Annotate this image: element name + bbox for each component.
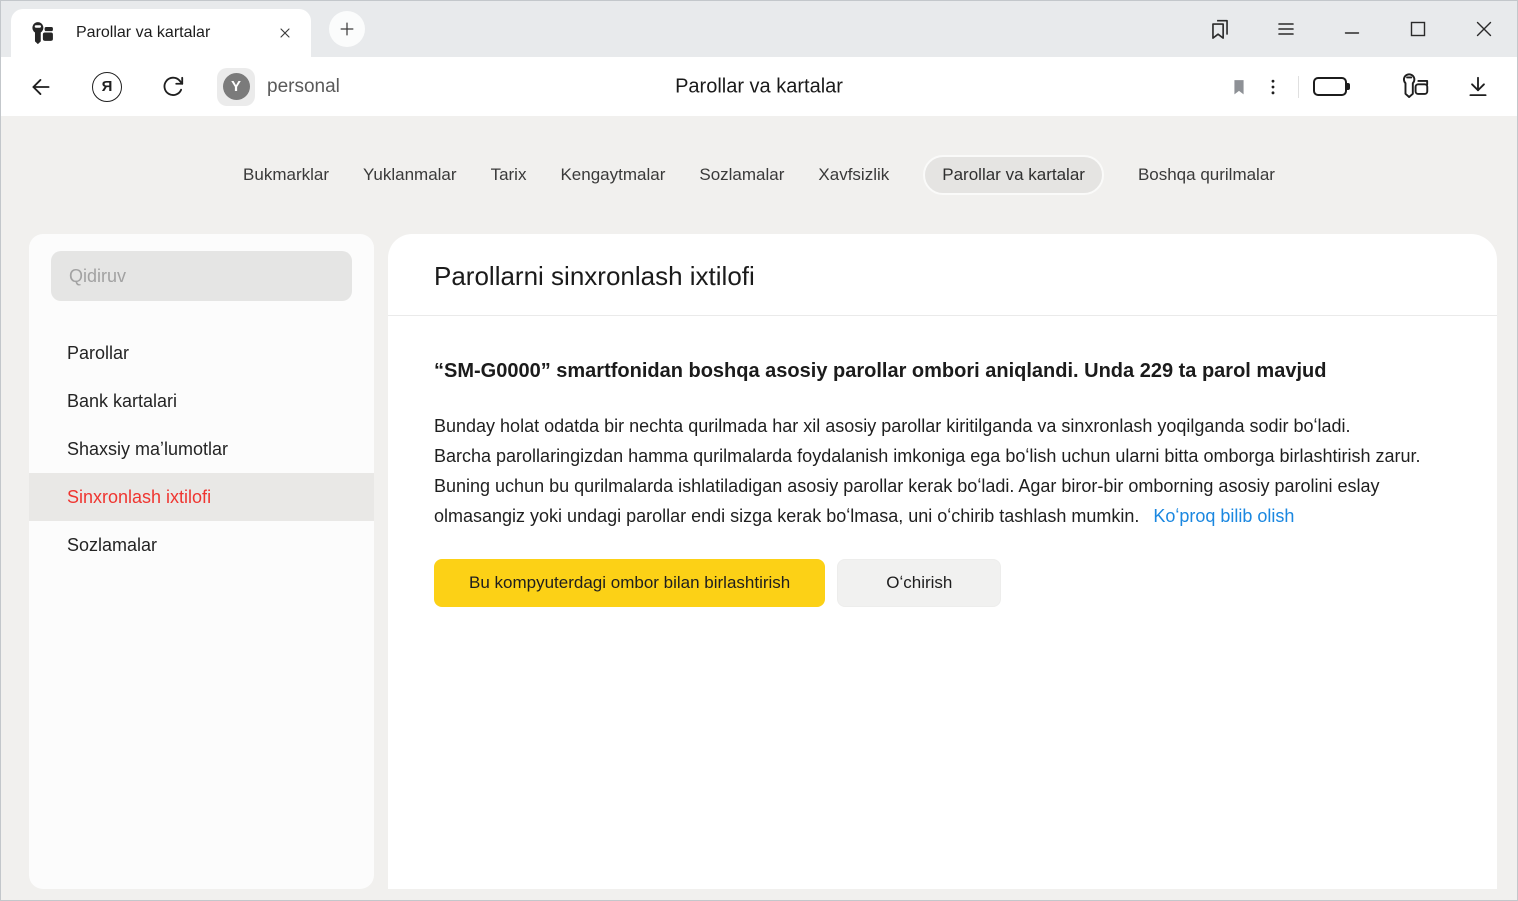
- tab-title: Parollar va kartalar: [76, 24, 211, 41]
- window-controls: [1203, 1, 1501, 57]
- merge-button[interactable]: Bu kompyuterdagi ombor bilan birlashtirish: [434, 559, 825, 607]
- sidebar: [29, 234, 374, 889]
- tab-close-icon[interactable]: [271, 19, 299, 47]
- nav-item-downloads[interactable]: Yuklanmalar: [363, 165, 457, 184]
- sidebar-menu: [29, 329, 374, 569]
- menu-icon[interactable]: [1269, 12, 1303, 46]
- sidebar-item-bank-cards[interactable]: Bank kartalari: [67, 390, 178, 411]
- toolbar: [1, 57, 1517, 116]
- profile-chip[interactable]: [217, 68, 340, 106]
- profile-label: personal: [267, 75, 340, 97]
- more-options-icon[interactable]: [1256, 70, 1290, 104]
- conflict-paragraph-1: Bunday holat odatda bir nechta qurilmada har xil asosiy parollar kiritilganda va sinxronlash yoqilganda sodir boʻladi.: [434, 416, 1351, 436]
- conflict-heading: “SM-G0000” smartfonidan boshqa asosiy parollar ombori aniqlandi. Unda 229 ta parol mavjud: [434, 360, 1327, 382]
- nav-item-bookmarks[interactable]: Bukmarklar: [243, 165, 329, 184]
- delete-button[interactable]: Oʻchirish: [837, 559, 1001, 607]
- learn-more-link[interactable]: Koʻproq bilib olish: [1153, 506, 1295, 526]
- search-input[interactable]: [51, 251, 352, 301]
- content-title: Parollarni sinxronlash ixtilofi: [434, 261, 755, 291]
- sidebar-item-settings[interactable]: Sozlamalar: [67, 534, 158, 555]
- battery-icon[interactable]: [1313, 70, 1371, 104]
- nav-item-security[interactable]: Xavfsizlik: [818, 165, 890, 184]
- bookmark-icon[interactable]: [1222, 70, 1256, 104]
- nav-item-extensions[interactable]: Kengaytmalar: [560, 165, 666, 184]
- download-icon[interactable]: [1461, 70, 1495, 104]
- yandex-home-icon[interactable]: [85, 65, 129, 109]
- nav-item-history[interactable]: Tarix: [490, 165, 527, 184]
- nav-item-other-devices[interactable]: Boshqa qurilmalar: [1137, 165, 1275, 184]
- nav-item-settings[interactable]: Sozlamalar: [699, 165, 785, 184]
- sidebar-item-personal-data[interactable]: Shaxsiy maʼlumotlar: [67, 438, 229, 459]
- nav-item-passwords[interactable]: Parollar va kartalar: [923, 155, 1104, 195]
- tab-strip: [1, 1, 1517, 57]
- passwords-favicon-icon: [29, 20, 56, 47]
- profile-avatar-glyph: Y: [223, 73, 250, 100]
- page-title: Parollar va kartalar: [675, 75, 843, 97]
- battery-body: [1313, 77, 1347, 96]
- toolbar-divider: [1298, 76, 1299, 98]
- conflict-paragraph-2: [434, 441, 1451, 531]
- new-tab-button[interactable]: [329, 11, 365, 47]
- back-icon[interactable]: [19, 65, 63, 109]
- close-icon[interactable]: [1467, 12, 1501, 46]
- refresh-icon[interactable]: [151, 65, 195, 109]
- sidebar-item-sync-conflict[interactable]: Sinxronlash ixtilofi: [29, 473, 374, 521]
- conflict-paragraph-2-text: Barcha parollaringizdan hamma qurilmalarda foydalanish imkoniga ega boʻlish uchun ularni bitta omborga birlashtirish zarur. Buning uchun bu qurilmalarda ishlatiladigan asosiy parollar kerak boʻladi. Agar biror-bir omborning asosiy parolini eslay olmasangiz yoki undagi parollar endi sizga kerak boʻlmasa, uni oʻchirib tashlash mumkin.: [434, 446, 1421, 526]
- maximize-icon[interactable]: [1401, 12, 1435, 46]
- yandex-glyph: Я: [92, 72, 122, 102]
- sidebar-item-passwords[interactable]: Parollar: [67, 342, 130, 363]
- profile-avatar: [217, 68, 255, 106]
- minimize-icon[interactable]: [1335, 12, 1369, 46]
- passwords-manager-icon[interactable]: [1399, 70, 1433, 104]
- action-buttons: [434, 559, 1451, 607]
- browser-tab[interactable]: [11, 9, 311, 57]
- main-panel: [388, 234, 1497, 889]
- settings-nav: [1, 116, 1517, 234]
- collections-icon[interactable]: [1203, 12, 1237, 46]
